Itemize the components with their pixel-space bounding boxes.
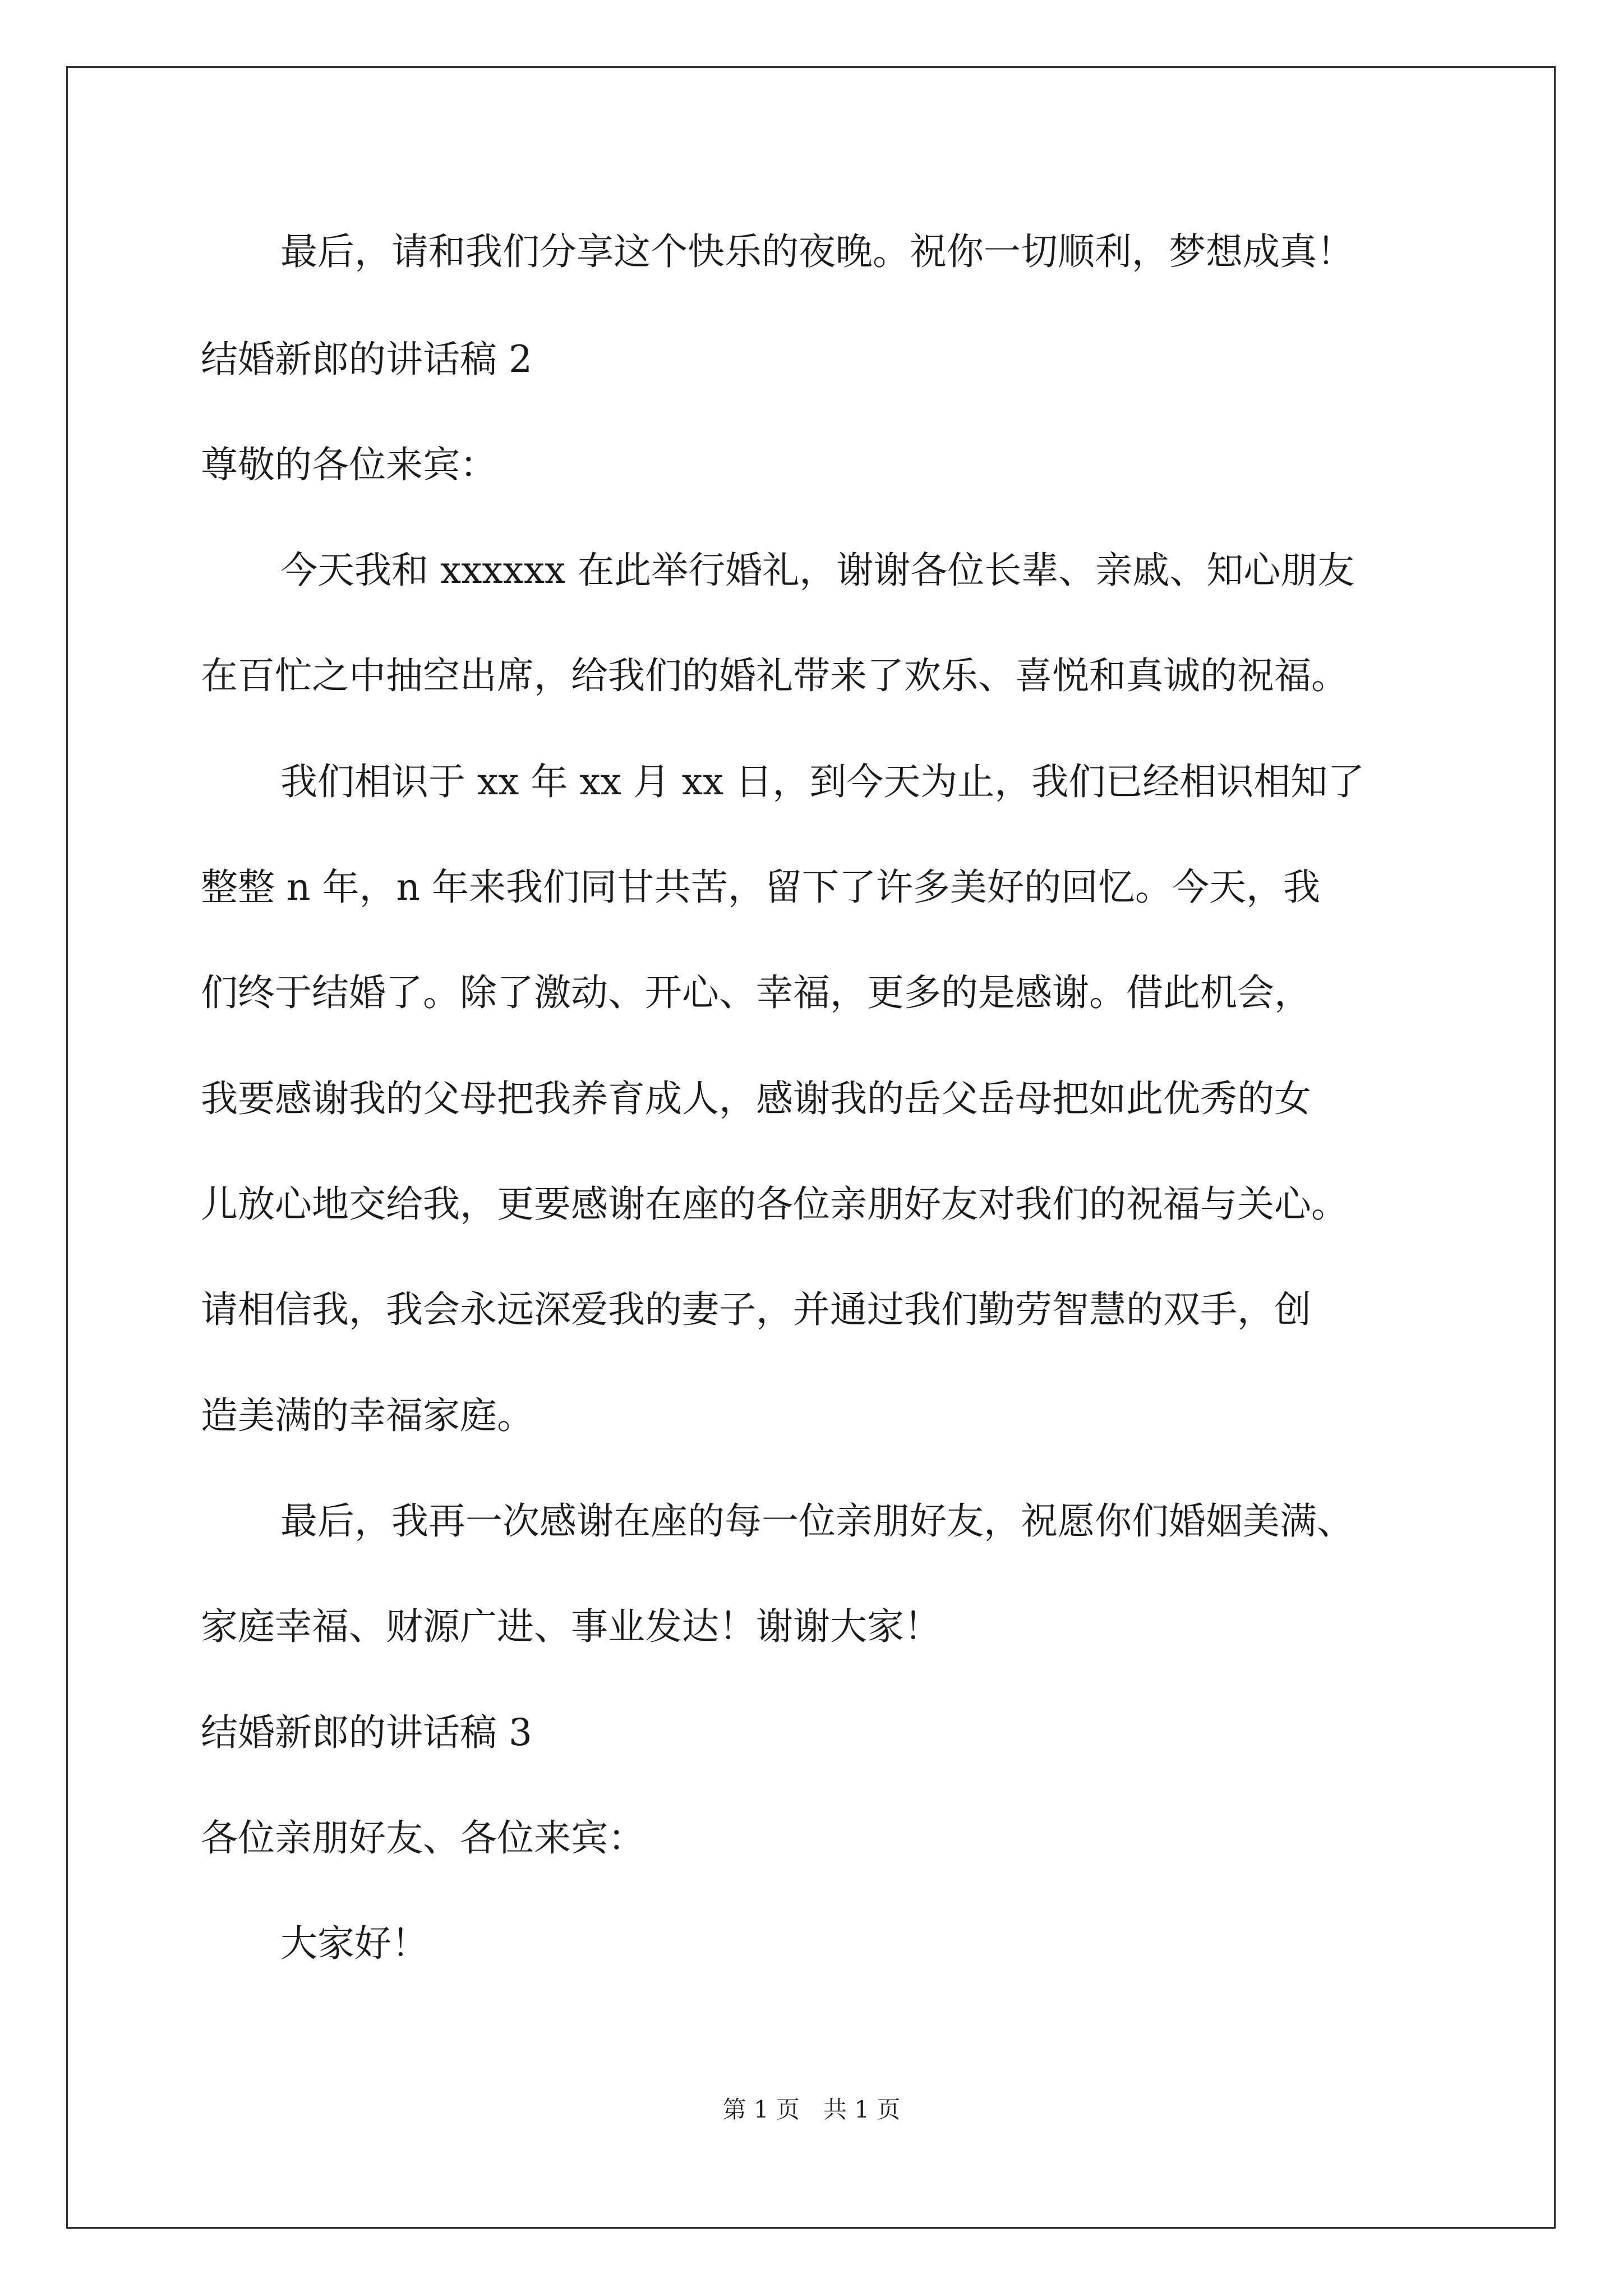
paragraph-line: 们终于结婚了。除了激动、开心、幸福，更多的是感谢。借此机会， xyxy=(201,971,1311,1014)
page-number-footer: 第 1 页 共 1 页 xyxy=(722,2096,901,2123)
greeting: 大家好！ xyxy=(280,1922,428,1965)
paragraph-line: 在百忙之中抽空出席，给我们的婚礼带来了欢乐、喜悦和真诚的祝福。 xyxy=(201,654,1348,697)
salutation-friends: 各位亲朋好友、各位来宾： xyxy=(201,1816,645,1860)
paragraph-line: 今天我和 xxxxxx 在此举行婚礼，谢谢各位长辈、亲戚、知心朋友 xyxy=(280,549,1355,592)
paragraph-line: 整整 n 年，n 年来我们同甘共苦，留下了许多美好的回忆。今天，我 xyxy=(201,866,1320,909)
paragraph-line: 请相信我，我会永远深爱我的妻子，并通过我们勤劳智慧的双手，创 xyxy=(201,1288,1311,1331)
section-heading-2: 结婚新郎的讲话稿 2 xyxy=(201,338,532,381)
paragraph-line: 我们相识于 xx 年 xx 月 xx 日，到今天为止，我们已经相识相知了 xyxy=(280,760,1365,803)
paragraph-line: 儿放心地交给我，更要感谢在座的各位亲朋好友对我们的祝福与关心。 xyxy=(201,1182,1348,1226)
paragraph-line: 我要感谢我的父母把我养育成人，感谢我的岳父岳母把如此优秀的女 xyxy=(201,1077,1311,1120)
section-heading-3: 结婚新郎的讲话稿 3 xyxy=(201,1711,532,1754)
paragraph-line: 家庭幸福、财源广进、事业发达！谢谢大家！ xyxy=(201,1605,941,1648)
salutation-guests: 尊敬的各位来宾： xyxy=(201,443,497,486)
paragraph-line: 最后，我再一次感谢在座的每一位亲朋好友，祝愿你们婚姻美满、 xyxy=(280,1499,1354,1543)
paragraph-closing-wish: 最后，请和我们分享这个快乐的夜晚。祝你一切顺利，梦想成真！ xyxy=(280,230,1354,273)
paragraph-line: 造美满的幸福家庭。 xyxy=(201,1394,534,1437)
page-border xyxy=(66,66,1556,2229)
